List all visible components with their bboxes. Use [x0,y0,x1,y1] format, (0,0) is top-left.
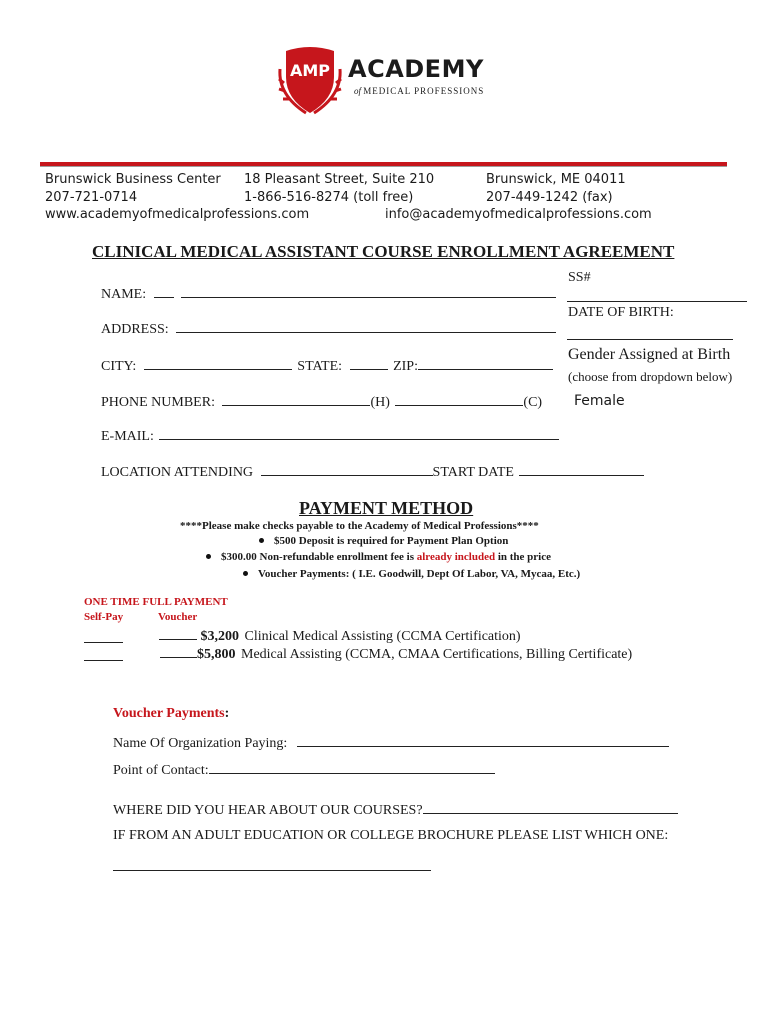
ss-field[interactable] [567,289,747,302]
dob-label: DATE OF BIRTH: [568,305,674,320]
name-field[interactable] [181,285,556,298]
home-label: (H) [370,395,390,410]
logo-tagline-of: of [354,86,362,96]
dob-field[interactable] [567,327,733,340]
full-payment-label: ONE TIME FULL PAYMENT [84,596,228,608]
payment-note: ****Please make checks payable to the Academy of Medical Professions**** [180,520,539,532]
voucher-col-label: Voucher [158,611,198,623]
payment-heading: PAYMENT METHOD [299,498,474,518]
selfpay-label: Self-Pay [84,611,124,623]
option-ccma-voucher-blank[interactable] [159,627,197,640]
header-business-center: Brunswick Business Center [45,172,221,187]
option-ma-price: $5,800 [197,647,236,662]
zip-label: ZIP: [393,359,418,374]
gender-select[interactable]: Female [574,393,625,409]
brochure-field[interactable] [113,858,431,871]
bullet-enrollment-fee: $300.00 Non-refundable enrollment fee is already included in the price [206,551,551,563]
header-phone: 207-721-0714 [45,190,138,205]
logo-mark: AMP [289,61,331,80]
state-field[interactable] [350,357,388,370]
page-title: CLINICAL MEDICAL ASSISTANT COURSE ENROLLMENT AGREEMENT [92,242,675,261]
option-ma-selfpay-blank[interactable] [84,648,123,661]
header-fax: 207-449-1242 (fax) [486,190,613,205]
gender-hint: (choose from dropdown below) [568,369,733,384]
logo-tagline: MEDICAL PROFESSIONS [363,86,485,96]
email-label: E-MAIL: [101,429,154,444]
home-phone-field[interactable] [222,393,370,406]
gender-label: Gender Assigned at Birth [568,346,731,363]
address-field[interactable] [176,320,556,333]
option-ma-voucher-blank[interactable] [160,645,197,658]
voucher-heading: Voucher Payments [113,706,225,721]
header-email: info@academyofmedicalprofessions.com [385,207,652,222]
option-ccma-selfpay-blank[interactable] [84,630,123,643]
location-field[interactable] [261,463,433,476]
cell-label: (C) [523,395,543,410]
city-field[interactable] [144,357,292,370]
header-rule [40,162,727,167]
hear-about-label: WHERE DID YOU HEAR ABOUT OUR COURSES? [113,803,423,818]
name-prefix-field[interactable] [154,285,174,298]
logo-shield-icon [276,43,344,115]
bullet-voucher: Voucher Payments: ( I.E. Goodwill, Dept Of Labor, VA, Mycaa, Etc.) [243,568,580,580]
state-label: STATE: [297,359,343,374]
payment-option [159,627,521,645]
zip-field[interactable] [418,357,553,370]
option-ma-desc: Medical Assisting (CCMA, CMAA Certifications, Billing Certificate) [241,647,633,662]
logo [276,43,491,115]
voucher-heading-colon: : [224,706,230,721]
header-tollfree: 1-866-516-8274 (toll free) [244,190,414,205]
header-city: Brunswick, ME 04011 [486,172,626,187]
bullet-deposit: $500 Deposit is required for Payment Plan Option [259,535,508,547]
location-label: LOCATION ATTENDING [101,465,254,480]
option-ccma-desc: Clinical Medical Assisting (CCMA Certification) [244,629,521,644]
name-label: NAME: [101,287,147,302]
org-label: Name Of Organization Paying: [113,736,288,751]
start-date-label: START DATE [432,465,514,480]
logo-name: ACADEMY [348,55,484,83]
cell-phone-field[interactable] [395,393,523,406]
city-label: CITY: [101,359,137,374]
phone-label: PHONE NUMBER: [101,395,215,410]
contact-label: Point of Contact: [113,763,209,778]
header-website: www.academyofmedicalprofessions.com [45,207,310,222]
brochure-label: IF FROM AN ADULT EDUCATION OR COLLEGE BROCHURE PLEASE LIST WHICH ONE: [113,828,669,843]
org-field[interactable] [297,734,669,747]
header-street: 18 Pleasant Street, Suite 210 [244,172,435,187]
option-ccma-price: $3,200 [200,629,239,644]
start-date-field[interactable] [519,463,644,476]
address-label: ADDRESS: [101,322,169,337]
ss-label: SS# [568,270,591,285]
email-field[interactable] [159,427,559,440]
hear-about-field[interactable] [423,801,678,814]
contact-field[interactable] [209,761,495,774]
payment-option [160,645,632,663]
